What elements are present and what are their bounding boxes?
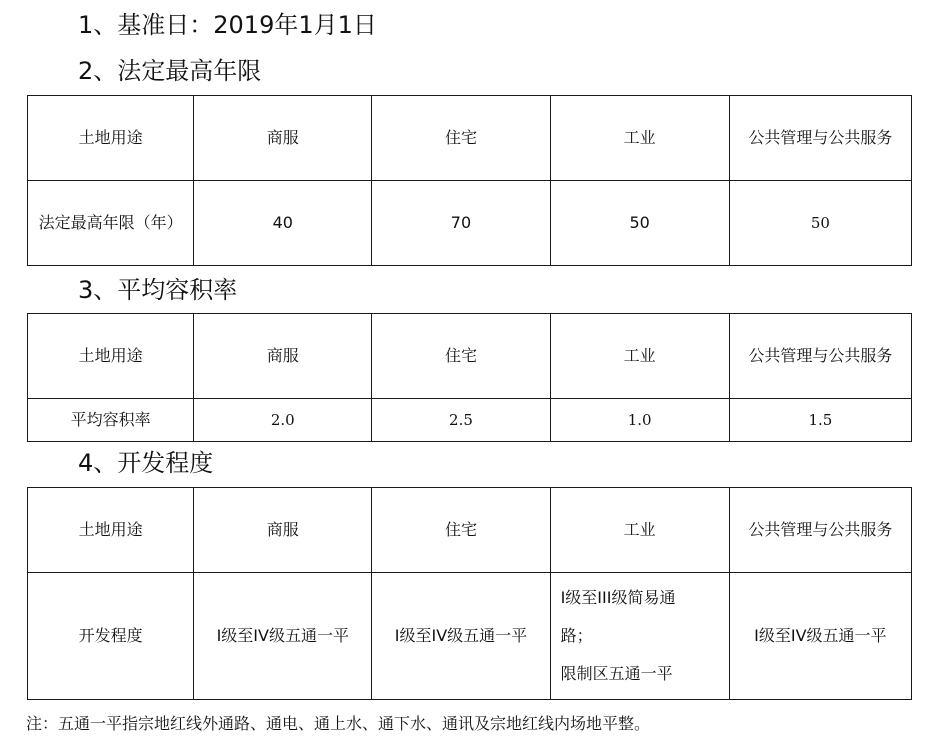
header-commercial: 商服 xyxy=(194,96,372,181)
table-header-row xyxy=(28,314,912,399)
header-public-service: 公共管理与公共服务 xyxy=(729,488,911,573)
header-residential: 住宅 xyxy=(372,314,550,399)
row-label-development-level: 开发程度 xyxy=(28,573,194,700)
value-residential: I级至IV级五通一平 xyxy=(372,573,550,700)
value-industrial-line-2: 路； xyxy=(560,626,593,645)
value-industrial-line-3: 限制区五通一平 xyxy=(560,664,673,683)
value-industrial: 50 xyxy=(550,181,729,266)
header-industrial: 工业 xyxy=(550,488,729,573)
heading-plot-ratio: 3、平均容积率 xyxy=(78,276,238,304)
header-land-use: 土地用途 xyxy=(28,488,194,573)
table-development-level xyxy=(27,487,912,700)
footnote: 注：五通一平指宗地红线外通路、通电、通上水、通下水、通讯及宗地红线内场地平整。 xyxy=(26,714,651,733)
header-land-use: 土地用途 xyxy=(28,314,194,399)
value-industrial xyxy=(550,573,729,700)
table-row xyxy=(28,573,912,700)
header-public-service: 公共管理与公共服务 xyxy=(729,96,911,181)
row-label-plot-ratio: 平均容积率 xyxy=(28,399,194,442)
value-commercial: I级至IV级五通一平 xyxy=(194,573,372,700)
header-commercial: 商服 xyxy=(194,314,372,399)
value-industrial-line-1: I级至III级简易通 xyxy=(560,588,676,607)
heading-development-level: 4、开发程度 xyxy=(78,449,214,477)
value-commercial: 2.0 xyxy=(194,399,372,442)
header-industrial: 工业 xyxy=(550,314,729,399)
table-max-term xyxy=(27,95,912,266)
table-plot-ratio xyxy=(27,313,912,442)
value-residential: 70 xyxy=(372,181,550,266)
heading-max-term: 2、法定最高年限 xyxy=(78,57,262,85)
header-commercial: 商服 xyxy=(194,488,372,573)
value-industrial: 1.0 xyxy=(550,399,729,442)
value-residential: 2.5 xyxy=(372,399,550,442)
header-public-service: 公共管理与公共服务 xyxy=(729,314,911,399)
row-label-max-term: 法定最高年限（年） xyxy=(28,181,194,266)
heading-base-date: 1、基准日：2019年1月1日 xyxy=(78,11,377,39)
value-public-service: 50 xyxy=(729,181,911,266)
value-public-service: I级至IV级五通一平 xyxy=(729,573,911,700)
table-row xyxy=(28,181,912,266)
table-header-row xyxy=(28,488,912,573)
header-land-use: 土地用途 xyxy=(28,96,194,181)
table-row xyxy=(28,399,912,442)
header-residential: 住宅 xyxy=(372,488,550,573)
value-commercial: 40 xyxy=(194,181,372,266)
header-residential: 住宅 xyxy=(372,96,550,181)
table-header-row xyxy=(28,96,912,181)
value-public-service: 1.5 xyxy=(729,399,911,442)
header-industrial: 工业 xyxy=(550,96,729,181)
